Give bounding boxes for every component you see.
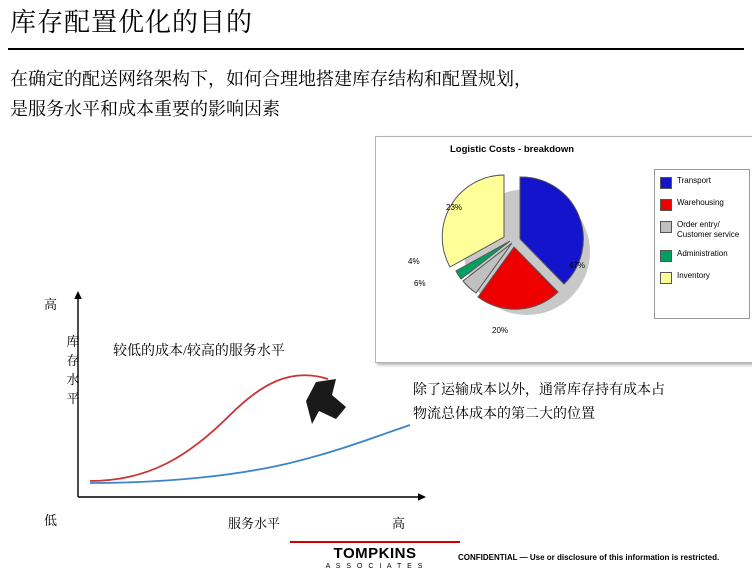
y-axis-top-label: 高 [44,297,58,312]
legend-swatch-transport [660,177,672,189]
legend-swatch-inventory [660,272,672,284]
confidential-notice: CONFIDENTIAL — Use or disclosure of this information is restricted. [458,553,720,562]
legend-label-inventory: Inventory [677,271,710,280]
cost-service-line-graph [40,285,440,535]
legend-swatch-order-entry [660,221,672,233]
pie-label-warehousing: 20% [492,326,509,335]
footer-divider [290,541,460,543]
pie-label-inventory: 23% [446,203,463,212]
x-axis-right-label: 高 [392,516,406,531]
title-divider [8,48,744,50]
legend-label-order-entry: Order entry/ Customer service [677,220,740,239]
y-axis-bottom-label: 低 [44,513,58,528]
y-axis-title: 库存水平 [66,334,80,406]
chart-note-line-2: 物流总体成本的第二大的位置 [413,407,595,422]
lead-paragraph [10,64,746,124]
chart-note [413,379,743,427]
x-axis-arrowhead [418,493,426,501]
brand-subtitle: A S S O C I A T E S [325,563,425,570]
legend-item-warehousing [660,198,745,211]
lead-paragraph-line-2: 是服务水平和成本重要的影响因素 [10,99,280,119]
emphasis-arrow-icon [306,379,346,424]
legend-item-transport [660,176,745,189]
brand-name: TOMPKINS [333,545,417,562]
lead-paragraph-line-1: 在确定的配送网络架构下，如何合理地搭建库存结构和配置规划， [10,69,532,89]
curve-upper-red [90,375,328,481]
y-axis-arrowhead [74,291,82,299]
pie-label-transport: 47% [569,261,586,270]
legend-label-transport: Transport [677,176,711,185]
legend-label-warehousing: Warehousing [677,198,724,207]
chart-title: Logistic Costs - breakdown [449,144,575,155]
page-title: 库存配置优化的目的 [10,8,254,37]
pie-label-order-entry: 6% [414,279,426,288]
graph-annotation: 较低的成本/较高的服务水平 [113,344,285,359]
legend-item-administration [660,249,745,262]
pie-label-administration: 4% [408,257,420,266]
x-axis-title: 服务水平 [228,516,281,531]
legend-label-administration: Administration [677,249,728,258]
legend-item-inventory [660,271,745,284]
legend-swatch-administration [660,250,672,262]
brand-logo [290,545,460,570]
chart-legend [654,169,750,319]
chart-note-line-1: 除了运输成本以外，通常库存持有成本占 [413,383,665,398]
legend-swatch-warehousing [660,199,672,211]
legend-item-order-entry [660,220,745,240]
